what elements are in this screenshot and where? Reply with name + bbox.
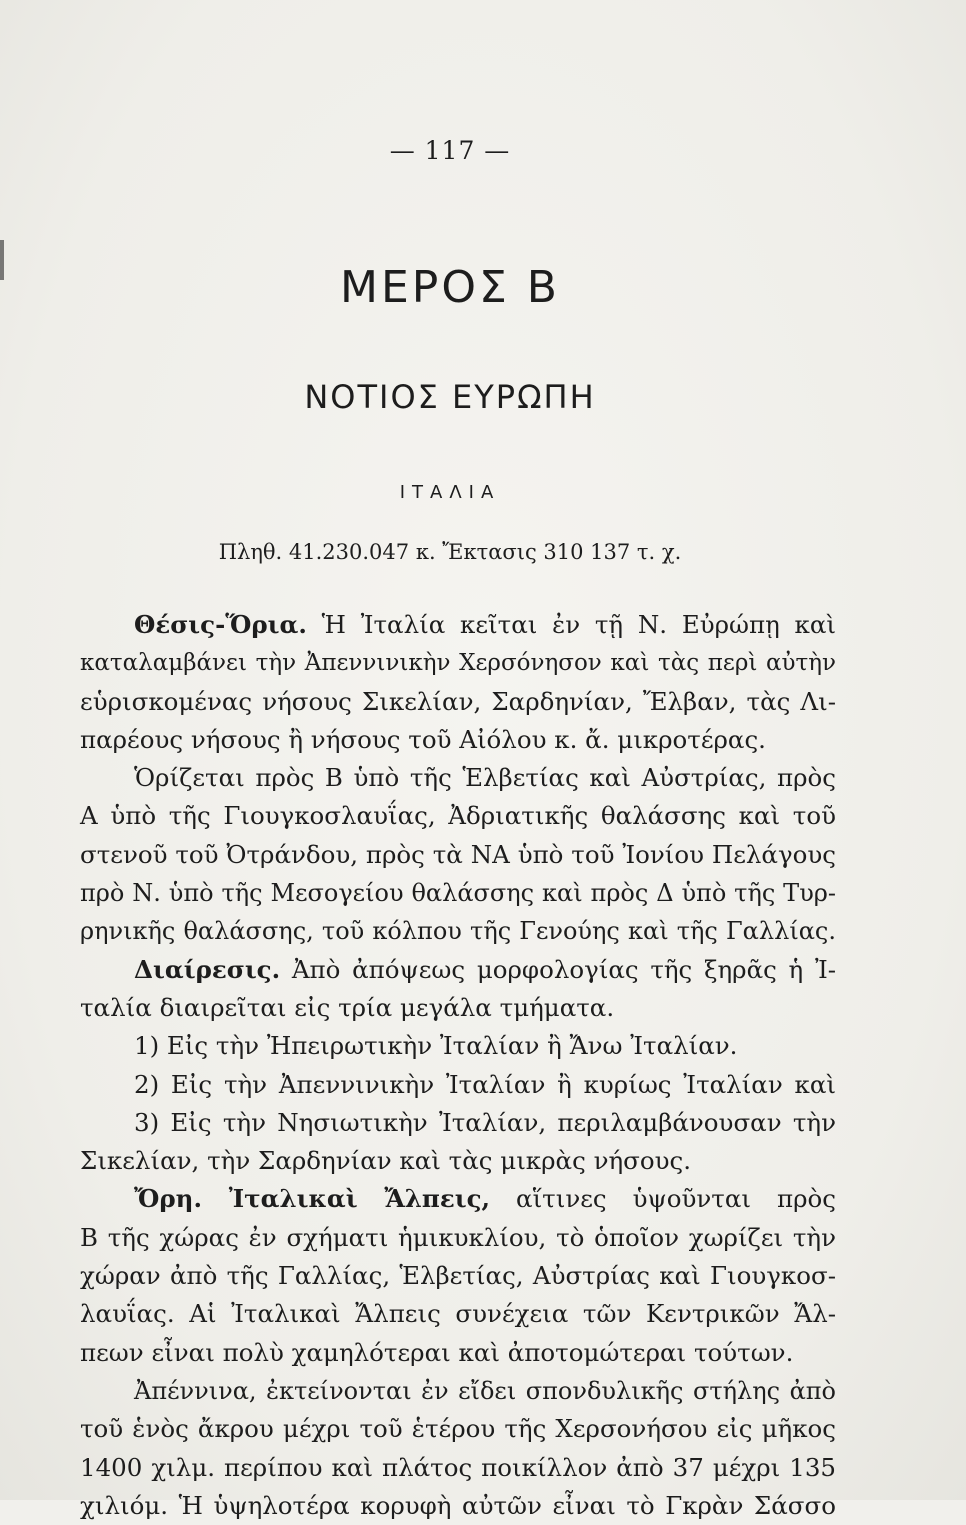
part-title: ΜΕΡΟΣ Β xyxy=(340,262,560,313)
text-line: 2) Εἰς τὴν Ἀπεννινικὴν Ἰταλίαν ἢ κυρίως Ἰταλίαν καὶ xyxy=(134,1069,836,1099)
population-area-stats: Πληθ. 41.230.047 κ. Ἔκτασις 310 137 τ. χ. xyxy=(218,540,682,564)
text-line: Ὁρίζεται πρὸς Β ὑπὸ τῆς Ἑλβετίας καὶ Αὐστρίας, πρὸς xyxy=(134,763,836,793)
text-line: χώραν ἀπὸ τῆς Γαλλίας, Ἑλβετίας, Αὐστρίας καὶ Γιουγκοσ- xyxy=(80,1261,836,1291)
section-title: ΝΟΤΙΟΣ ΕΥΡΩΠΗ xyxy=(304,378,596,416)
text-line: στενοῦ τοῦ Ὀτράνδου, πρὸς τὰ ΝΑ ὑπὸ τοῦ Ἰονίου Πελάγους xyxy=(80,839,836,869)
text-line: εὑρισκομένας νήσους Σικελίαν, Σαρδηνίαν, Ἔλβαν, τὰς Λι- xyxy=(80,686,836,716)
text-line: Α ὑπὸ τῆς Γιουγκοσλαυΐας, Ἀδριατικῆς θαλάσσης καὶ τοῦ xyxy=(80,801,836,831)
paragraph-heading: Διαίρεσις. xyxy=(134,954,281,984)
body-text xyxy=(80,606,836,1525)
paragraph-heading: Ὄρη. Ἰταλικαὶ Ἄλπεις, xyxy=(134,1184,491,1214)
page-number: — 117 — xyxy=(389,136,511,165)
text-line: πρὸ Ν. ὑπὸ τῆς Μεσογείου θαλάσσης καὶ πρὸς Δ ὑπὸ τῆς Τυρ- xyxy=(80,879,836,908)
text-line xyxy=(80,606,836,644)
text-line: 1) Εἰς τὴν Ἠπειρωτικὴν Ἰταλίαν ἢ Ἄνω Ἰταλίαν. xyxy=(134,1031,738,1061)
line-text: Ἀπὸ ἀπόψεως μορφολογίας τῆς ξηρᾶς ἡ Ἰ- xyxy=(291,954,836,984)
line-text: Ἡ Ἰταλία κεῖται ἐν τῇ Ν. Εὐρώπῃ καὶ xyxy=(321,610,836,639)
text-line: ρηνικῆς θαλάσσης, τοῦ κόλπου τῆς Γενούης καὶ τῆς Γαλλίας. xyxy=(80,917,836,946)
text-line: παρέους νήσους ἢ νήσους τοῦ Αἰόλου κ. ἄ. μικροτέρας. xyxy=(80,724,766,754)
text-line: Ἀπέννινα, ἐκτείνονται ἐν εἴδει σπονδυλικῆς στήλης ἀπὸ xyxy=(134,1376,836,1405)
text-line: τοῦ ἑνὸς ἄκρου μέχρι τοῦ ἑτέρου τῆς Χερσονήσου εἰς μῆκος xyxy=(80,1414,836,1444)
text-line: πεων εἶναι πολὺ χαμηλότεραι καὶ ἀποτομώτεραι τούτων. xyxy=(80,1337,794,1367)
text-line: Β τῆς χώρας ἐν σχήματι ἡμικυκλίου, τὸ ὁποῖον χωρίζει τὴν xyxy=(80,1222,836,1252)
text-line: ταλία διαιρεῖται εἰς τρία μεγάλα τμήματα. xyxy=(80,992,615,1022)
text-line: χιλιόμ. Ἡ ὑψηλοτέρα κορυφὴ αὐτῶν εἶναι τὸ Γκρὰν Σάσσο xyxy=(80,1490,836,1520)
text-line: Σικελίαν, τὴν Σαρδηνίαν καὶ τὰς μικρὰς νήσους. xyxy=(80,1146,692,1176)
text-line: 3) Εἰς τὴν Νησιωτικὴν Ἰταλίαν, περιλαμβάνουσαν τὴν xyxy=(134,1107,836,1137)
text-line: λαυΐας. Αἱ Ἰταλικαὶ Ἄλπεις συνέχεια τῶν Κεντρικῶν Ἄλ- xyxy=(80,1299,836,1329)
text-line xyxy=(80,1180,836,1218)
text-line: 1400 χιλμ. περίπου καὶ πλάτος ποικίλλον ἀπὸ 37 μέχρι 135 xyxy=(80,1452,836,1482)
text-line xyxy=(80,951,836,989)
paragraph-heading: Θέσις-Ὅρια. xyxy=(134,610,307,639)
country-title: ΙΤΑΛΙΑ xyxy=(399,482,501,503)
text-line: καταλαμβάνει τὴν Ἀπεννινικὴν Χερσόνησον καὶ τὰς περὶ αὐτὴν xyxy=(80,650,836,677)
line-text: αἵτινες ὑψοῦνται πρὸς xyxy=(516,1184,836,1214)
